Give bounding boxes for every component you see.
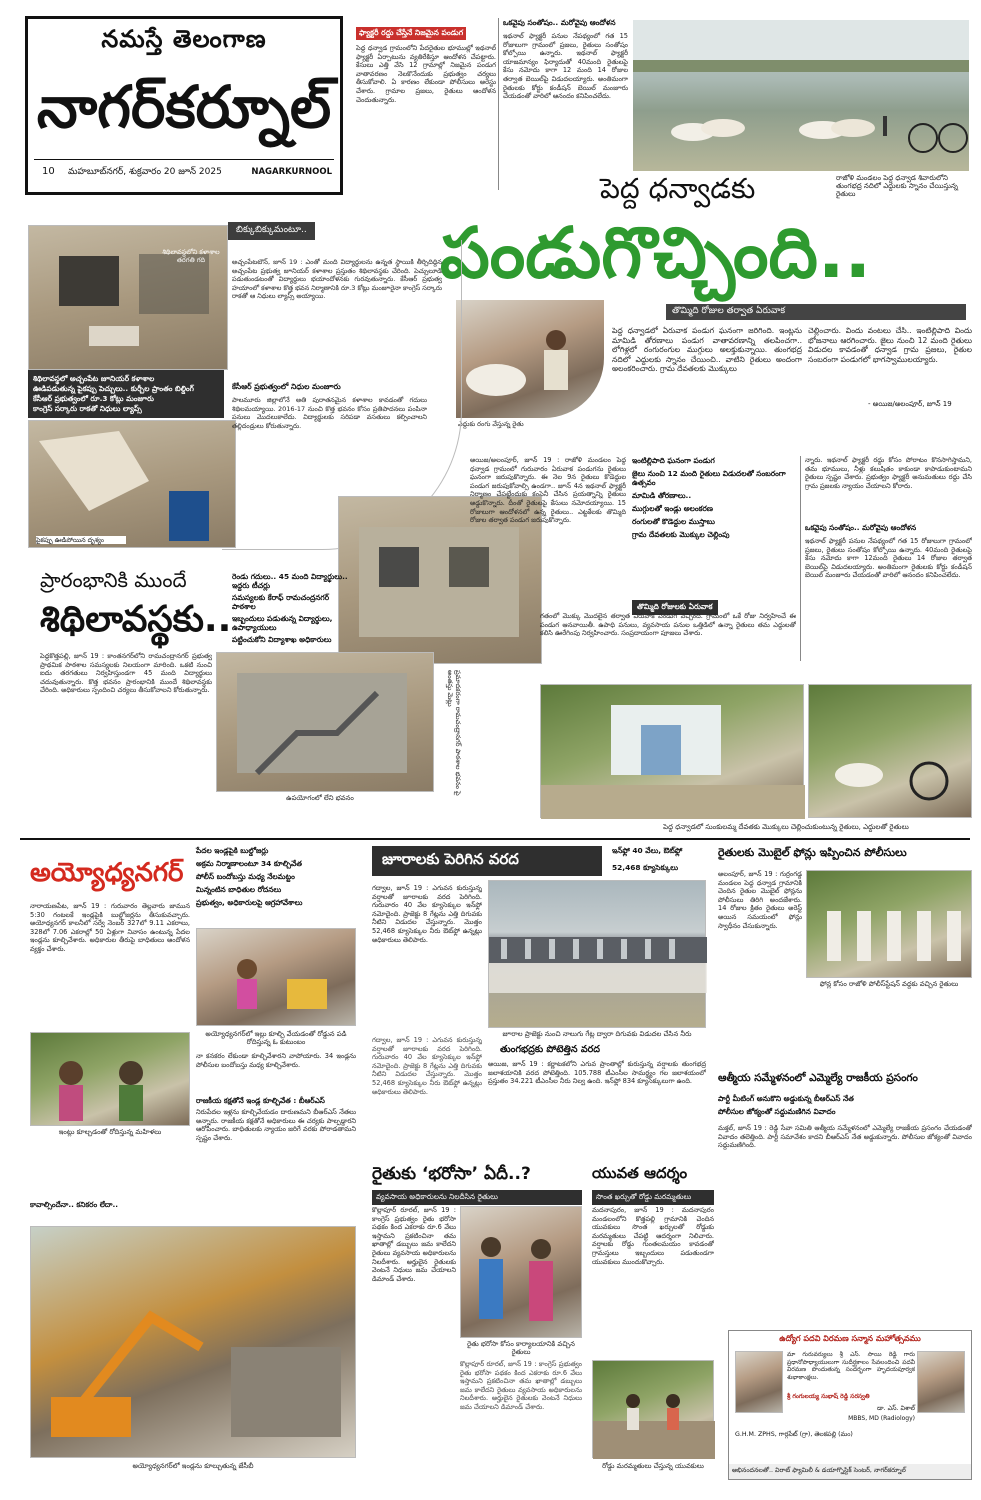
- ad-body: మా గురువర్యులు శ్రీ ఎస్. సాయి రెడ్డి గారు ప్రధానోపాధ్యాయులుగా సుదీర్ఘకాలం సేవలందించి పదవీ విరమణ పొందుతున్న సందర్భంగా హృదయపూర్వక శుభాకాంక్షలు.: [787, 1351, 915, 1381]
- ad-footer: అభినందనలతో.. విరాట్ ఫ్యామిలీ & డయాగ్నొస్టిక్ సెంటర్, నాగర్‌కర్నూల్: [729, 1464, 971, 1479]
- festival-bullet: రంగులతో కొడెద్దుల ముస్తాబు: [632, 517, 715, 526]
- jurala-side-line: ఇన్‌ఫ్లో 40 వేలు, ఔట్‌ఫ్లో: [612, 846, 683, 855]
- top-col1: పెద్ద ధన్వాడ గ్రామంలోని పేదరైతుల భూముల్లో ఇథనాల్ ఫ్యాక్టరీ ఏర్పాటును వ్యతిరేకిస్తూ ఆందోళన చేపట్టారు. కేసులు ఎత్తి వేసి 12 గ్రామాల్లో నిజమైన పండుగ వాతావరణం నెలకొనేందుకు ప్రభుత్వం చర్యలు తీసుకోవాలి. ఏ కారణం లేకుండా పోలీసులు అరెస్టు చేశారు. గ్రామాల ప్రజలు, రైతులు ఆందోళన చెందుతున్నారు.: [356, 44, 496, 104]
- school-stairs-photo: [216, 652, 434, 792]
- phones-body: అలంపూర్, జూన్ 19 : గుర్రంగడ్డ మండలం పెద్ద ధన్వాడ గ్రామానికి చెందిన రైతుల మొబైల్ ఫోన్లను పోలీసులు తిరిగి అందజేశారు. 14 రోజుల క్రితం రైతులు అరెస్ట్ అయిన సమయంలో ఫోన్లు స్వాధీనం చేసుకున్నారు.: [718, 870, 802, 930]
- school-bullet: పట్టించుకోని విద్యాశాఖ అధికారులు: [232, 635, 332, 644]
- unused-building-caption: ఉపయోగంలో లేని భవనం: [286, 794, 354, 802]
- road-repair-photo: [592, 1360, 714, 1458]
- college-bullet: ఊడిపడుతున్న పైకప్పు పెచ్చులు.. కుర్చీల ప్రాంతం బిల్డింగ్: [33, 384, 194, 393]
- top-strip2: ఒకవైపు సంతోషం.. మరోవైపు ఆందోళన: [503, 18, 616, 27]
- temple-photo: [540, 684, 804, 818]
- dateline: మహబూబ్‌నగర్, శుక్రవారం 20 జూన్ 2025: [68, 167, 222, 177]
- school-bullet: రెండు గదులు.. 45 మంది విద్యార్థులు.. ఇద్దరు టీచర్లు: [232, 572, 348, 590]
- ayodhya-family-photo: [196, 928, 356, 1026]
- road-caption: రోడ్డు మరమ్మతులు చేస్తున్న యువకులు: [602, 1462, 704, 1470]
- ad-title: ఉద్యోగ పదవి విరమణ సన్మాన మహోత్సవము: [729, 1331, 971, 1348]
- demolition-caption: అయ్యోధ్యనగర్‌లో ఇండ్లను కూల్చుతున్న జేసీబీ: [132, 1462, 254, 1470]
- painting-ox-photo: [456, 300, 604, 418]
- tungabhadra-body: అయిజ, జూన్ 19 : కర్ణాటకలోని ఎగువ ప్రాంతాల్లో కురుస్తున్న వర్షాలకు తుంగభద్ర జలాశయానికి వరద పోటెత్తింది. 105.788 టీఎంసీల సామర్థ్యం గల జలాశయంలో ప్రస్తుతం 34.221 టీఎంసీల నీరు నిల్వ ఉంది. ఇన్‌ఫ్లో 834 క్యూసెక్కులుగా ఉంది.: [488, 1060, 706, 1086]
- ayodhya-bullet: పోలీస్ బందోబస్తు మధ్య నేలమట్టం: [196, 872, 295, 881]
- demolition-photo: [30, 1226, 356, 1458]
- intro-left: పెద్ద ధన్వాడలో ఏరువాక పండుగ ఘనంగా జరిగింది. ఇంట్లను మామిడి తోరణాలు పండుగ వాతావరణాన్ని తలపించగా.. లోగిళ్లలో రంగురంగుల ముగ్గులు అలక్తుకున్నాయి. తుంగభద్ర నదిలో ఎద్దులకు స్నానం చేయించి.. వాటిని రైతులు అందంగా అలంకరించారు. గ్రామ దేవతలకు మొక్కులు: [612, 326, 802, 374]
- bharosa-body-cont-text: కొల్లాపూర్ రూరల్, జూన్ 19 : కాంగ్రెస్ ప్రభుత్వం రైతు భరోసా పథకం కింద ఎకరాకు రూ.6 వేలు ఇస్తామని ప్రకటించినా తమ ఖాతాల్లో డబ్బులు జమ కాలేదని రైతులు వ్యవసాయ అధికారులను నిలదీశారు. అర్హులైన రైతులకు వెంటనే నిధులు జమ చేయాలని డిమాండ్ చేశారు.: [460, 1360, 582, 1411]
- ad-name2: డా. ఎస్. విశాల్: [877, 1405, 915, 1412]
- festival-bottom-caption: పెద్ద ధన్వాడలో సుంకులమ్మ దేవతకు మొక్కులు చెల్లించుకుంటున్న రైతులు, ఎద్దులతో రైతులు: [663, 823, 909, 831]
- bharosa-body-cont: [460, 1360, 582, 1460]
- festival-body2: గతంలో మొక్కు మొదలైన తర్వాత ఏరువాక పండుగ వచ్చింది. గ్రామంలో ఒకే రోజు నిర్వహించే ఈ పండుగ ఆనవాయితీ. ఉపాధి పనులు, వ్యవసాయ పనుల ఒత్తిడిలో ఉన్నా రైతులు తమ ఎద్దులతో కలిసి ఊరేగింపు నిర్వహించారు. సంప్రదాయంగా పూజలు చేశారు.: [540, 612, 796, 638]
- mla-bullets: [718, 1094, 972, 1116]
- ayodhya-strip: రాజకీయ కక్షతోనే ఇండ్ల కూల్చివేత : బీఆర్ఎస్: [196, 1096, 325, 1105]
- festival-bullet: ముగ్గులతో ఇండ్లు అలంకరణ: [632, 504, 713, 513]
- top-col2: ఇథనాల్ ఫ్యాక్టరీ పనుల నేపథ్యంలో గత 15 రోజులుగా గ్రామంలో ప్రజలు, రైతులు సంతోషం కోల్పోయి ఉన్నారు. ఇథనాల్ ఫ్యాక్టరీ యాజమాన్యం ఫిర్యాదుతో 40మంది రైతులపై కేసు నమోదు కాగా 12 మంది 14 రోజుల తర్వాత బెయిల్‌పై విడుదలయ్యారు. అంతిమంగా రైతులకు కోర్టు కండీషన్ బెయిల్ మంజూరు చేయడంతో వారిలో ఆనందం కనిపించలేదు.: [503, 32, 628, 101]
- jurala-body-cont: [372, 1036, 482, 1160]
- ad-photo-left: [735, 1351, 783, 1413]
- story-kicker: పెద్ద ధన్వాడకు: [600, 172, 756, 205]
- mla-body: మక్తల్, జూన్ 19 : రెడ్డి సేవా సమితి ఆత్మీయ సమ్మేళనంలో ఎమ్మెల్యే రాజకీయ ప్రసంగం చేయడంతో వివాదం తలెత్తింది. పార్టీ సమావేశం కాదని బీఆర్ఎస్ నేత అడ్డుకున్నారు. పోలీసుల జోక్యంతో వివాదం సద్దుమణిగింది.: [718, 1124, 972, 1150]
- festival-bullet: మామిడి తోరణాలు..: [632, 491, 692, 500]
- ad-photo-right: [917, 1351, 965, 1413]
- ayodhya-strip2: కావాల్సిందేనా.. కనికరం లేదా..: [30, 1200, 119, 1209]
- story-headline: పండుగొచ్చింది..: [440, 212, 872, 294]
- college-bullets: [28, 370, 224, 418]
- ayodhya-bullet: పేదల ఇండ్లపైకి బుల్డోజర్లు: [196, 846, 269, 855]
- bharosa-body: కొల్లాపూర్ రూరల్, జూన్ 19 : కాంగ్రెస్ ప్రభుత్వం రైతు భరోసా పథకం కింద ఎకరాకు రూ.6 వేలు ఇస్తామని ప్రకటించినా తమ ఖాతాల్లో డబ్బులు జమ కాలేదని రైతులు వ్యవసాయ అధికారులను నిలదీశారు. అర్హులైన రైతులకు వెంటనే నిధులు జమ చేయాలని డిమాండ్ చేశారు.: [372, 1206, 456, 1283]
- police-station-photo: [806, 870, 972, 978]
- painting-ox-caption: ఎద్దుకు రంగు వేస్తున్న రైతు: [458, 420, 524, 428]
- roof-caption: పైకప్పు ఊడిపోయిన దృశ్యం: [36, 536, 126, 544]
- bharosa-bullet: వ్యవసాయ అధికారులను నిలదీసిన రైతులు: [372, 1190, 582, 1205]
- school-body: పెద్దకొత్తపల్లి, జూన్ 19 : కాంతనగర్‌లోని రామచంద్రానగర్ ప్రభుత్వ ప్రాథమిక పాఠశాల సమస్యలకు నిలయంగా మారింది. ఒకటి నుంచి ఐదు తరగతులు నిర్వహిస్తుండగా 45 మంది విద్యార్థులు చదువుతున్నారు. కొత్త భవనం ప్రారంభానికి ముందే శిథిలావస్థకు చేరింది. అధికారులు స్పందించి చర్యలు తీసుకోవాలని కోరుతున్నారు.: [40, 652, 212, 695]
- top-strip: ఫ్యాక్టరీ రద్దు చేస్తేనే నిజమైన పండుగ: [356, 27, 466, 40]
- intro-right: చెల్లించారు. విందు వంటలు చేసి.. ఇంటిల్లిపాది విందు భోజనాలు ఆరగించారు. జైలు నుంచి 12 మంది రైతులు విడుదల కావడంతో ధన్వాడ గ్రామ ప్రజలు, రైతుల సంబరంగా పండుగలో భాగస్వాములయ్యారు.: [808, 326, 972, 364]
- mla-headline: ఆత్మీయ సమ్మేళనంలో ఎమ్మెల్యే రాజకీయ ప్రసంగం: [718, 1072, 918, 1084]
- jurala-side-line: 52,468 క్యూసెక్కులు: [612, 863, 679, 872]
- crumbling-tag: బిక్కుబిక్కుమంటూ..: [228, 222, 315, 240]
- festival-bullets: [632, 456, 796, 539]
- jurala-body-cont-text: గద్వాల, జూన్ 19 : ఎగువన కురుస్తున్న వర్షాలతో జూరాలకు వరద పెరిగింది. గురువారం 40 వేల క్యూసెక్కుల ఇన్‌ఫ్లో నమోదైంది. ప్రాజెక్టు 8 గేట్లను ఎత్తి దిగువకు నీటిని విడుదల చేస్తున్నారు. మొత్తం 52,468 క్యూసెక్కుల నీరు ఔట్‌ఫ్లో ఉన్నట్లు అధికారులు తెలిపారు.: [372, 1036, 482, 1096]
- ayodhya-headline: అయ్యోధ్యనగర్: [30, 858, 184, 888]
- dam-caption: జూరాల ప్రాజెక్టు నుంచి నాలుగు గేట్ల ద్వారా దిగువకు విడుదల చేసిన నీరు: [502, 1030, 692, 1038]
- story-subhead: తొమ్మిది రోజుల తర్వాత ఏరువాక: [666, 304, 966, 320]
- masthead: [25, 16, 343, 195]
- page-number: 10: [42, 166, 55, 177]
- quote-tag: తొమ్మిది రోజులకు ఏరువాక: [632, 600, 718, 615]
- ayodhya-bullet: మిన్నంటిన బాధితుల రోదనలు: [196, 885, 282, 894]
- ayodhya-bullet: అక్రమ నిర్మాణాలంటూ 34 కూల్చివేత: [196, 859, 303, 868]
- edition-label: NAGARKURNOOL: [251, 167, 332, 177]
- stairs-caption: ప్రమాదకరంగా రామచంద్రానగర్ పాఠశాల భవనం పై అంతస్తు మెట్లు: [446, 670, 462, 796]
- college-bullet: కేసీఆర్ ప్రభుత్వంలో రూ.3 కోట్లు మంజూరు: [33, 394, 154, 403]
- school-bullet: సమస్యలకు కేరాఫ్ రామచంద్రనగర్ పాఠశాల: [232, 593, 330, 611]
- dam-photo: [488, 880, 706, 1028]
- youth-bullet: సొంత ఖర్చుతో రోడ్డు మరమ్మతులు: [592, 1190, 714, 1205]
- youth-body: మదనాపురం, జూన్ 19 : మదనాపురం మండలంలోని కొత్తపల్లి గ్రామానికి చెందిన యువకులు సొంత ఖర్చులతో రోడ్డుకు మరమ్మతులు చేపట్టి ఆదర్శంగా నిలిచారు. వర్షాలకు రోడ్డు గుంతలమయం కావడంతో గ్రామస్తులు ఇబ్బందులు పడుతుండగా యువకులు ముందుకొచ్చారు.: [592, 1206, 714, 1266]
- festival-right-body2: ఇథనాల్ ఫ్యాక్టరీ పనుల నేపథ్యంలో గత 15 రోజులుగా గ్రామంలో ప్రజలు, రైతులు సంతోషం కోల్పోయి ఉన్నారు. 40మంది రైతులపై కేసు నమోదు కాగా 12మంది రైతులు 14 రోజుల తర్వాత బెయిల్‌పై విడుదలయ్యారు. అంతిమంగా రైతులకు కోర్టు కండీషన్ బెయిల్ మంజూరు చేయడంతో వారిలో ఆనందం కనిపించలేదు.: [805, 537, 972, 580]
- college-body: అచ్చంపేటటౌన్, జూన్ 19 : ఎంతో మంది విద్యార్థులను ఉన్నత స్థాయికి తీర్చిదిద్దిన అచ్చంపేట ప్రభుత్వ జూనియర్ కళాశాల ప్రస్తుతం శిథిలావస్థకు చేరింది. పెచ్చులూడి పడుతుండటంతో విద్యార్థులు భయాందోళనకు గురవుతున్నారు. కేసీఆర్ ప్రభుత్వ హయాంలో కళాశాల కొత్త భవన నిర్మాణానికి రూ.3 కోట్లు మంజూరైనా కాంగ్రెస్ సర్కారు రాకతో ఆ నిధులు ల్యాప్స్ అయ్యాయి.: [232, 258, 442, 301]
- mla-bullet: పార్టీ మీటింగ్ అనుకొని అడ్డుకున్న బీఆర్ఎస్ నేత: [718, 1094, 854, 1103]
- retirement-ad: [728, 1330, 972, 1480]
- bullock-cart-photo: [808, 684, 972, 818]
- college-wall-photo: [28, 225, 228, 370]
- jurala-body: గద్వాల, జూన్ 19 : ఎగువన కురుస్తున్న వర్షాలతో జూరాలకు వరద పెరిగింది. గురువారం 40 వేల క్యూసెక్కుల ఇన్‌ఫ్లో నమోదైంది. ప్రాజెక్టు 8 గేట్లను ఎత్తి దిగువకు నీటిని విడుదల చేస్తున్నారు. మొత్తం 52,468 క్యూసెక్కుల నీరు ఔట్‌ఫ్లో ఉన్నట్లు అధికారులు తెలిపారు.: [372, 884, 482, 944]
- jurala-side: [612, 846, 712, 872]
- college-body2: పాలమూరు జిల్లాలోనే అతి పురాతనమైన కళాశాల కావడంతో గదులు శిథిలమయ్యాయి. 2016-17 నుంచి కొత్త భవనం కోసం ప్రతిపాదనలు పంపినా పనులు మొదలుకాలేదు. విద్యార్థులకు సరిపడా వసతులు కల్పించాలని తల్లిదండ్రులు కోరుతున్నారు.: [232, 396, 427, 430]
- phones-headline: రైతులకు మొబైల్ ఫోన్లు ఇప్పించిన పోలీసులు: [718, 846, 907, 859]
- bharosa-photo: [460, 1206, 582, 1338]
- school-kicker: ప్రారంభానికి ముందే: [40, 568, 187, 597]
- ayodhya-body2: నా కనకరం లేకుండా కూల్చివేశారని వాపోయారు. 34 ఇండ్లను పోలీసుల బందోబస్తు మధ్య కూల్చివేశారు.: [196, 1052, 356, 1069]
- youth-headline: యువత ఆదర్శం: [592, 1164, 688, 1182]
- college-bullet: కాంగ్రెస్ సర్కారు రాకతో నిధులు ల్యాప్స్: [33, 404, 142, 413]
- mla-bullet: పోలీసుల జోక్యంతో సద్దుమణిగిన వివాదం: [718, 1107, 836, 1116]
- college-bullet: శిథిలావస్థలో అచ్చంపేట జూనియర్ కళాశాల: [33, 374, 155, 383]
- festival-bullet: ఇంటిల్లిపాది ఘనంగా పండుగ: [632, 456, 715, 465]
- roof-damage-photo: [28, 420, 236, 548]
- ayodhya-women-photo: [30, 1032, 190, 1126]
- oxen-photo-caption: రాజోళి మండలం పెద్ద ధన్వాడ శివారులోని తుంగభద్ర నదిలో ఎద్దులకు స్నానం చేయిస్తున్న రైతులు: [836, 174, 958, 198]
- festival-body: అయిజ/అలంపూర్, జూన్ 19 : రాజోళి మండలం పెద్ద ధన్వాడ గ్రామంలో గురువారం ఏరువాక పండుగను రైతులు ఘనంగా జరుపుకొన్నారు. ఈ నెల 9న రైతులు కొడెద్దుల పండుగ జరుపుకోవాల్సి ఉండగా.. జూన్ 4న ఇథనాల్ ఫ్యాక్టరీ నిర్మాణం చేపట్టేందుకు కంపెనీ చేసిన ప్రయత్నాన్ని రైతులు అడ్డుకొన్నారు. దీంతో రైతులపై కేసులు నమోదయ్యాయి. 15 రోజులుగా ఆందోళనలో ఉన్న రైతులు.. ఎట్టకేలకు తొమ్మిది రోజుల తర్వాత పండుగ జరుపుకొన్నారు.: [470, 456, 626, 525]
- ayodhya-body3: నిరుపేదల ఇళ్లను కూల్చివేయడం దారుణమని బీఆర్ఎస్ నేతలు అన్నారు. రాజకీయ కక్షతోనే అధికారులు ఈ చర్యకు పాల్పడ్డారని ఆరోపించారు. బాధితులకు న్యాయం జరిగే వరకు పోరాడతామని స్పష్టం చేశారు.: [196, 1108, 356, 1142]
- police-caption: ఫోన్ల కోసం రాజోళి పోలీస్‌స్టేషన్ వద్దకు వచ్చిన రైతులు: [819, 980, 959, 988]
- district-name: నాగర్‌కర్నూల్: [36, 73, 332, 141]
- ayodhya-photo2-caption: ఇంట్లు కూల్చడంతో రోదిస్తున్న మహిళలు: [58, 1128, 162, 1136]
- jurala-headline: జూరాలకు పెరిగిన వరద: [372, 846, 602, 876]
- ayodhya-bullet: ప్రభుత్వం, అధికారులపై ఆగ్రహావేశాలు: [196, 898, 303, 907]
- school-bullets: [232, 572, 350, 644]
- bharosa-caption: రైతు భరోసా కోసం కార్యాలయానికి వచ్చిన రైతులు: [467, 1340, 575, 1356]
- oxen-illustration: [633, 20, 969, 171]
- tungabhadra-sub: తుంగభద్రకు పోటెత్తిన వరద: [500, 1044, 600, 1055]
- school-bullet: ఇబ్బందులు పడుతున్న విద్యార్థులు, ఉపాధ్యాయులు: [232, 614, 333, 632]
- ad-degree: MBBS, MD (Radiology): [848, 1415, 915, 1422]
- festival-bullet: గ్రామ దేవతలకు మొక్కుల చెల్లింపు: [632, 530, 730, 539]
- oxen-river-photo: [633, 20, 969, 171]
- classroom-label: శిథిలావస్థలోని కళాశాల తరగతి గది: [162, 248, 220, 264]
- ayodhya-bullets: [196, 846, 352, 907]
- ayodhya-photo1-caption: అయ్యోధ్యనగర్‌లో ఇల్లు కూల్చి వేయడంతో రోడ్డున పడి రోదిస్తున్న ఓ కుటుంబం: [205, 1030, 347, 1046]
- paper-name: నమస్తే తెలంగాణ: [101, 25, 267, 53]
- intro-byline: - అయిజ/అలంపూర్, జూన్ 19: [868, 400, 952, 408]
- bharosa-headline: రైతుకు ‘భరోసా’ ఏదీ..?: [372, 1164, 531, 1184]
- festival-strip3: ఒకవైపు సంతోషం.. మరోవైపు ఆందోళన: [805, 523, 917, 532]
- festival-right-body: న్నారు. ఇథనాల్ ఫ్యాక్టరీ రద్దు కోసం పోరాటం కొనసాగిస్తామని, తమ భూములు, నీళ్లు కలుషితం కాకుండా కాపాడుకుంటామని రైతులు స్పష్టం చేశారు. ప్రభుత్వం ఫ్యాక్టరీ అనుమతులు రద్దు చేసి గ్రామ ప్రజలకు న్యాయం చేయాలని కోరారు.: [805, 456, 972, 490]
- ad-name1: శ్రీ గంగులయ్య సుభాష్ రెడ్డి సరస్వతి: [787, 1393, 870, 1400]
- festival-bullet: జైలు నుంచి 12 మంది రైతులు విడుదలతో సంబరంగా ఉత్సవం: [632, 469, 786, 487]
- ad-org: G.H.M. ZPHS, గార్గపేట్ (గ్రా), తెలకపల్లి (మం): [735, 1431, 853, 1438]
- school-headline: శిథిలావస్థకు..: [40, 599, 232, 640]
- ayodhya-body: నారాయణపేట, జూన్ 19 : గురువారం తెల్లవారు జామున 5:30 గంటలకే ఇండ్లపైకి బుల్డోజర్లను తీసుకువచ్చారు. అయోధ్యనగర్ కాలనీలో సర్వే నెంబర్ 327లో 9.11 ఎకరాలు, 328లో 7.06 ఎకరాల్లో 50 ఏళ్లుగా నివాసం ఉంటున్న పేదల ఇండ్లను కూల్చివేశారు. అధికారుల తీరుపై బాధితులు ఆందోళన వ్యక్తం చేశారు.: [30, 902, 190, 953]
- college-highlight: కేసీఆర్ ప్రభుత్వంలో నిధుల మంజూరు: [232, 382, 341, 391]
